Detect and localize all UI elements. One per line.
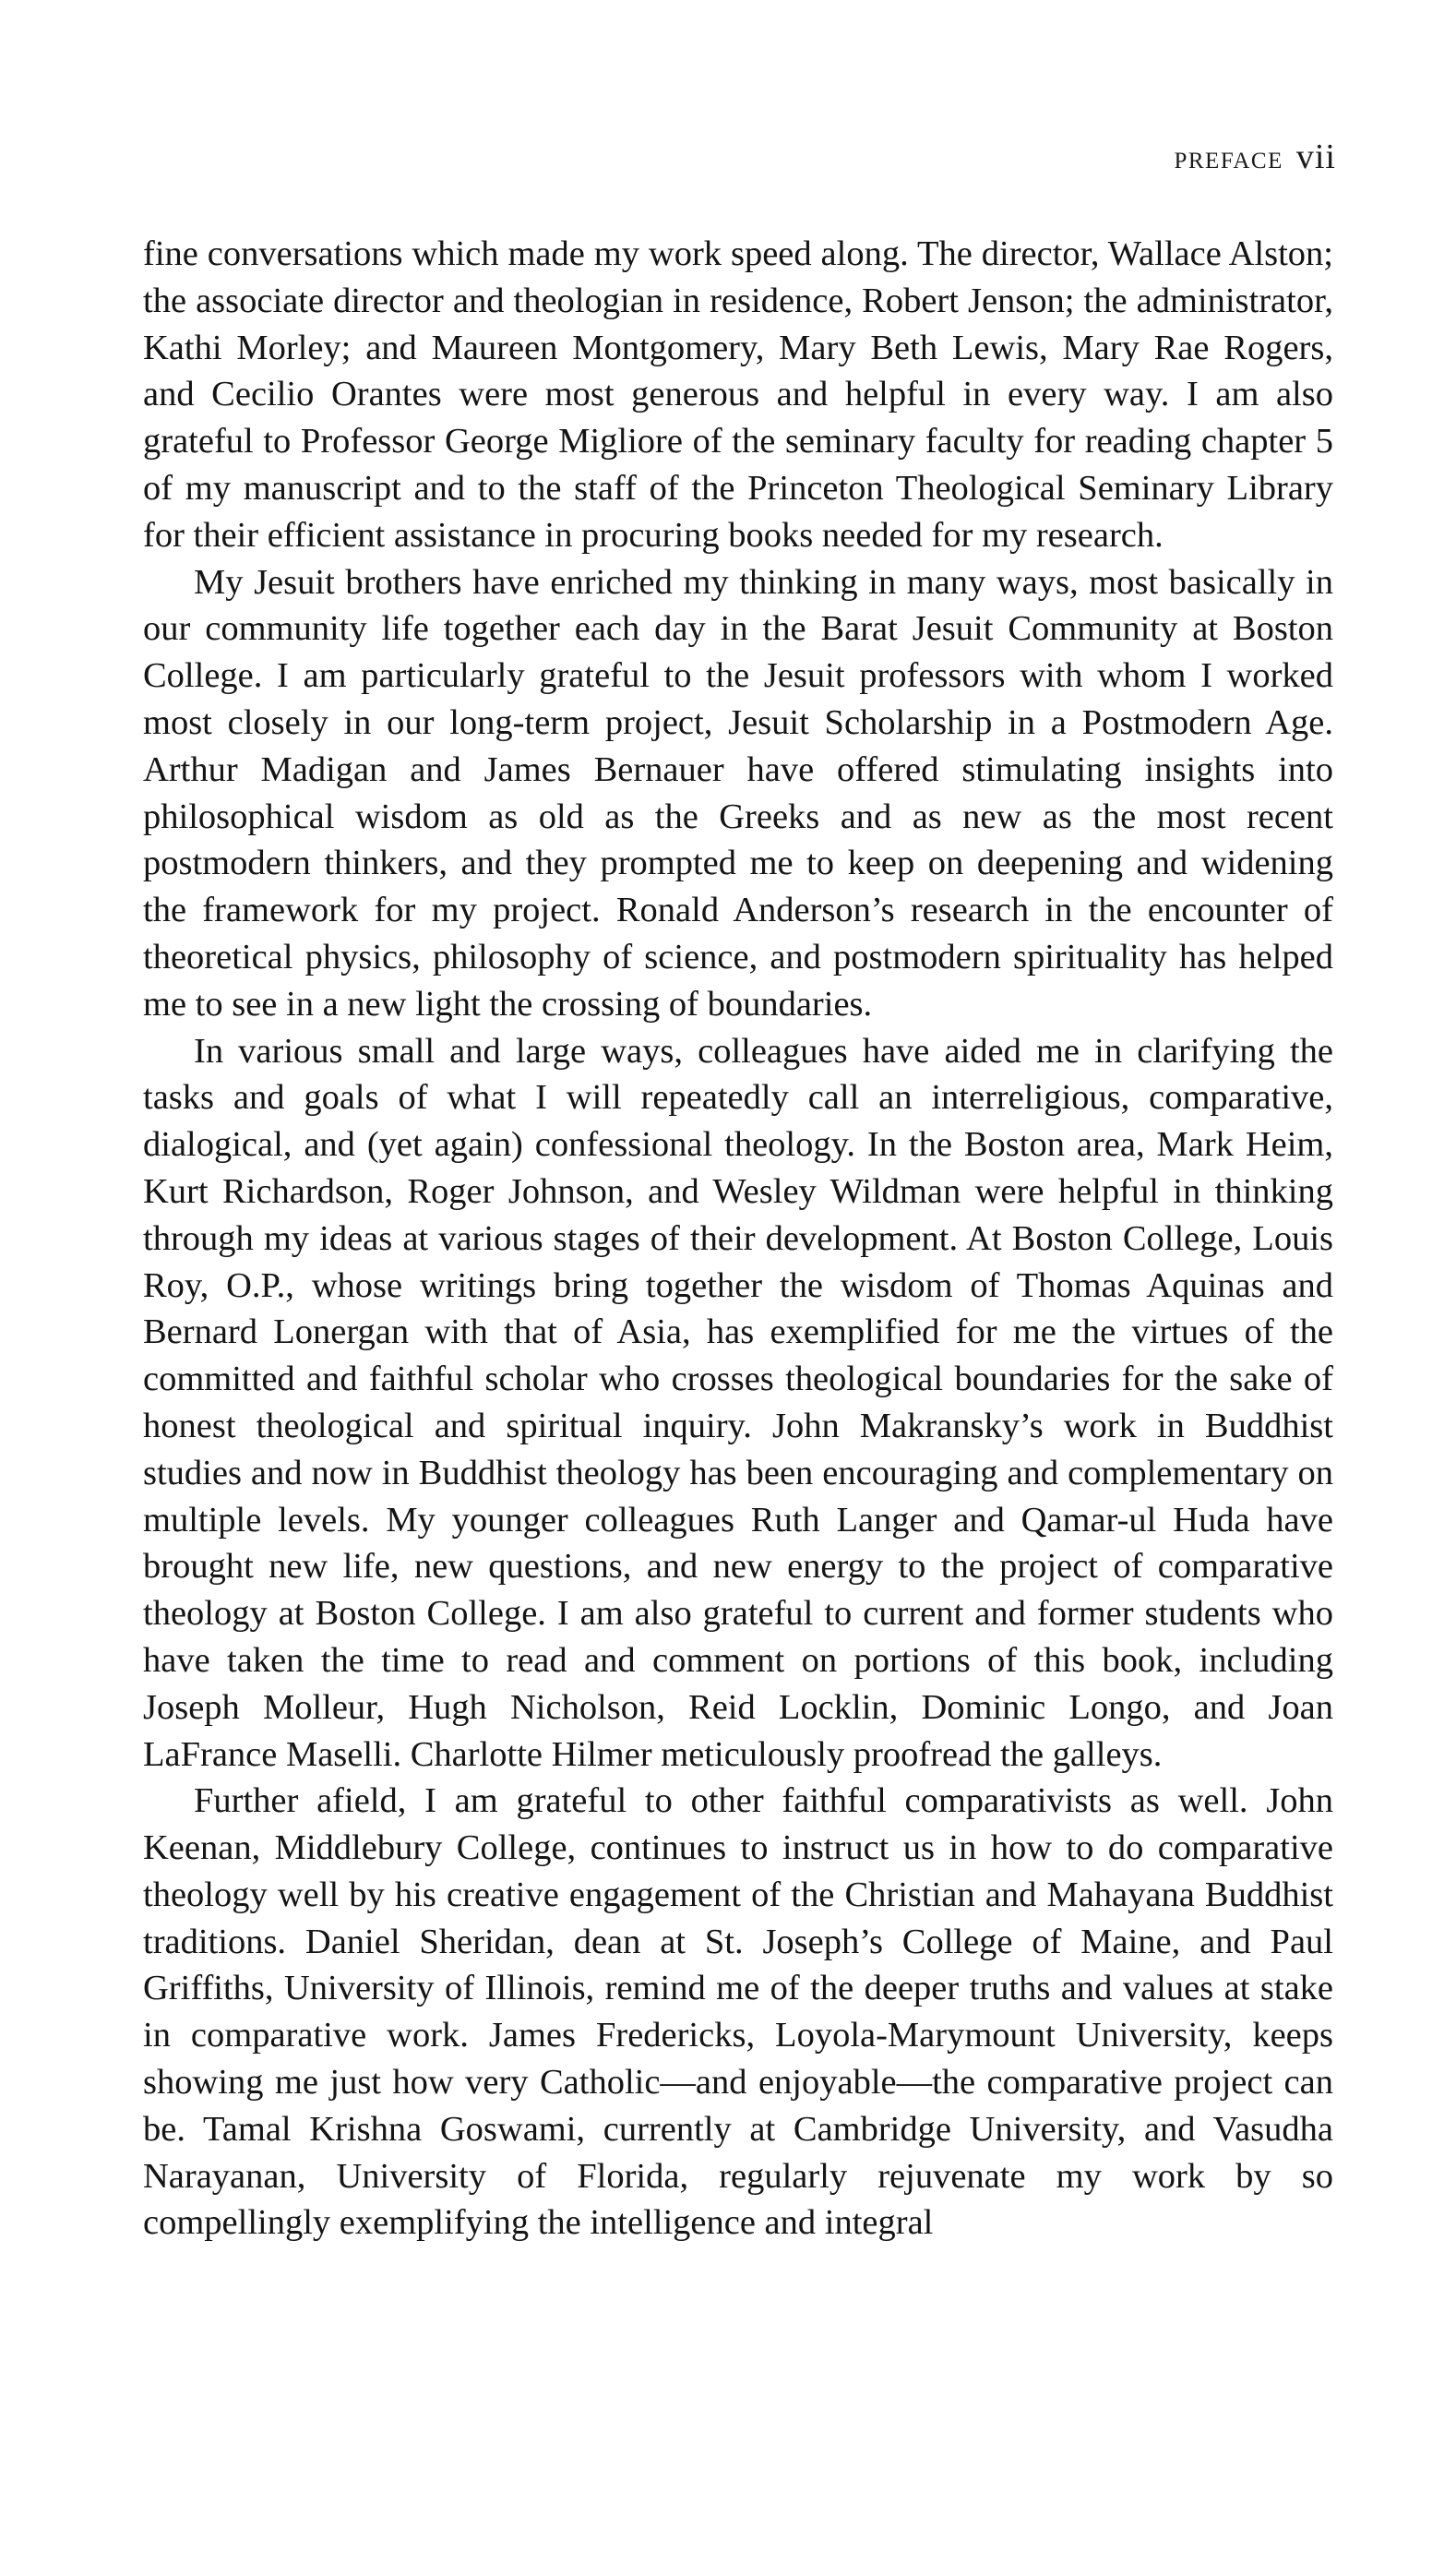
paragraph: Further afield, I am grateful to other faithful comparativists as well. John Keenan, Middlebury College, continues to instruct us in how to do comparative theology well by his creative engagement of the Christian and Mahayana Buddhist traditions. Daniel Sheridan, dean at St. Joseph’s College of Maine, and Paul Griffiths, University of Illinois, remind me of the deeper truths and values at stake in comparative work. James Fredericks, Loyola-Marymount University, keeps showing me just how very Catholic—and enjoyable—the comparative project can be. Tamal Krishna Goswami, currently at Cambridge University, and Vasudha Narayanan, University of Florida, regularly rejuvenate my work by so compellingly exemplifying the intelligence and integral [143,1781,1333,2243]
running-head-title: PREFACE [1174,149,1283,174]
paragraph: My Jesuit brothers have enriched my thinking in many ways, most basically in our community life together each day in the Barat Jesuit Community at Boston College. I am particularly grateful to the Jesuit professors with whom I worked most closely in our long-term project, Jesuit Scholarship in a Postmodern Age. Arthur Madigan and James Bernauer have offered stimulating insights into philosophical wisdom as old as the Greeks and as new as the most recent postmodern thinkers, and they prompted me to keep on deepening and widening the framework for my project. Ronald Anderson’s research in the encounter of theoretical physics, philosophy of science, and postmodern spirituality has helped me to see in a new light the crossing of boundaries. [143,562,1333,1024]
running-head [1174,137,1336,177]
paragraph: In various small and large ways, colleagues have aided me in clarifying the tasks and goals of what I will repeatedly call an interreligious, comparative, dialogical, and (yet again) confessional theology. In the Boston area, Mark Heim, Kurt Richardson, Roger Johnson, and Wesley Wildman were helpful in thinking through my ideas at various stages of their development. At Boston College, Louis Roy, O.P., whose writings bring together the wisdom of Thomas Aquinas and Bernard Lonergan with that of Asia, has exemplified for me the virtues of the committed and faithful scholar who crosses theological boundaries for the sake of honest theological and spiritual inquiry. John Makransky’s work in Buddhist studies and now in Buddhist theology has been encouraging and complementary on multiple levels. My younger colleagues Ruth Langer and Qamar-ul Huda have brought new life, new questions, and new energy to the project of comparative theology at Boston College. I am also grateful to current and former students who have taken the time to read and comment on portions of this book, including Joseph Molleur, Hugh Nicholson, Reid Locklin, Dominic Longo, and Joan LaFrance Maselli. Charlotte Hilmer meticulously proofread the galleys. [143,1031,1333,1774]
body-text [143,231,1333,2246]
paragraph: fine conversations which made my work speed along. The director, Wallace Alston; the associate director and theologian in residence, Robert Jenson; the administrator, Kathi Morley; and Maureen Montgomery, Mary Beth Lewis, Mary Rae Rogers, and Cecilio Orantes were most generous and helpful in every way. I am also grateful to Professor George Migliore of the seminary faculty for reading chapter 5 of my manuscript and to the staff of the Princeton Theological Seminary Library for their efficient assistance in procuring books needed for my research. [143,234,1333,555]
page-number: vii [1295,138,1336,176]
